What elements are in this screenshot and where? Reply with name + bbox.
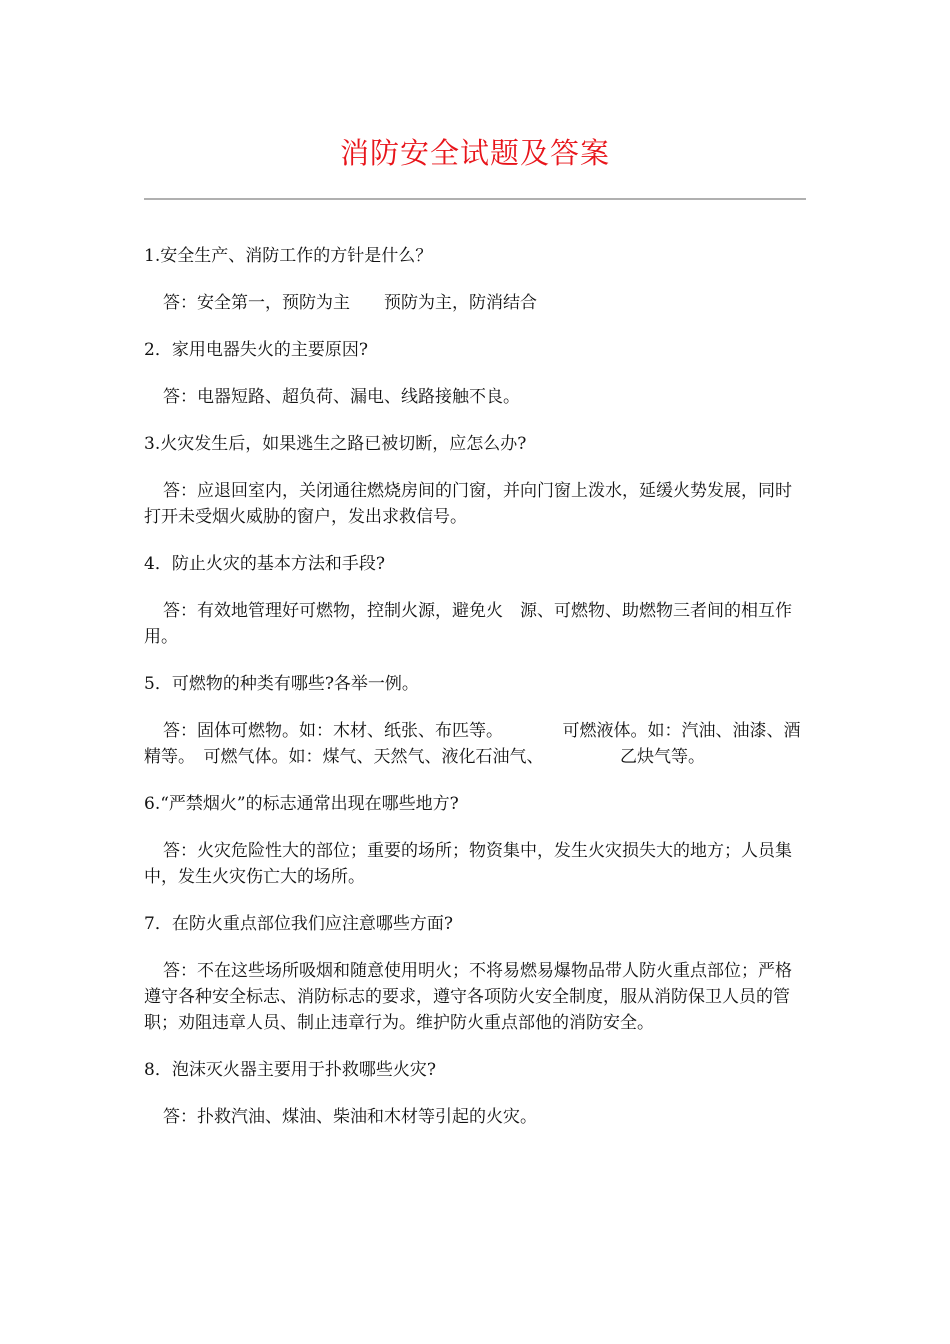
page-title: 消防安全试题及答案 [339, 136, 610, 170]
question-8: 8．泡沫灭火器主要用于扑救哪些火灾? [144, 1060, 436, 1080]
qa-item-2 [144, 337, 806, 410]
question-1: 1.安全生产、消防工作的方针是什么？ [144, 246, 433, 266]
qa-item-4 [144, 551, 806, 650]
qa-item-1 [144, 243, 806, 316]
answer-3: 答：应退回室内，关闭通往燃烧房间的门窗，并向门窗上泼水，延缓火势发展，同时打开未受烟火威胁的窗户，发出求救信号。 [144, 481, 792, 527]
question-6: 6.“严禁烟火”的标志通常出现在哪些地方? [144, 794, 459, 814]
answer-6: 答：火灾危险性大的部位；重要的场所；物资集中，发生火灾损失大的地方；人员集中，发生火灾伤亡大的场所。 [144, 841, 792, 887]
question-2: 2．家用电器失火的主要原因? [144, 340, 368, 360]
answer-4: 答：有效地管理好可燃物，控制火源，避免火 源、可燃物、助燃物三者间的相互作用。 [144, 601, 792, 647]
qa-item-3 [144, 431, 806, 530]
qa-item-6 [144, 791, 806, 890]
qa-item-7 [144, 911, 806, 1036]
title-divider [144, 198, 806, 200]
question-5: 5．可燃物的种类有哪些?各举一例。 [144, 674, 419, 694]
answer-5: 答：固体可燃物。如：木材、纸张、布匹等。 可燃液体。如：汽油、油漆、酒精等。 可燃气体。如：煤气、天然气、液化石油气、 乙炔气等。 [144, 721, 801, 767]
question-3: 3.火灾发生后，如果逃生之路已被切断，应怎么办? [144, 434, 527, 454]
qa-list [144, 243, 806, 1151]
qa-item-8 [144, 1057, 806, 1130]
answer-8: 答：扑救汽油、煤油、柴油和木材等引起的火灾。 [163, 1107, 537, 1127]
answer-1: 答：安全第一，预防为主 预防为主，防消结合 [163, 293, 537, 313]
qa-item-5 [144, 671, 806, 770]
answer-2: 答：电器短路、超负荷、漏电、线路接触不良。 [163, 387, 520, 407]
question-4: 4．防止火灾的基本方法和手段? [144, 554, 385, 574]
answer-7: 答：不在这些场所吸烟和随意使用明火；不将易燃易爆物品带人防火重点部位；严格遵守各种安全标志、消防标志的要求，遵守各项防火安全制度，服从消防保卫人员的管职；劝阻违章人员、制止违章行为。维护防火重点部他的消防安全。 [144, 961, 792, 1033]
question-7: 7．在防火重点部位我们应注意哪些方面? [144, 914, 453, 934]
